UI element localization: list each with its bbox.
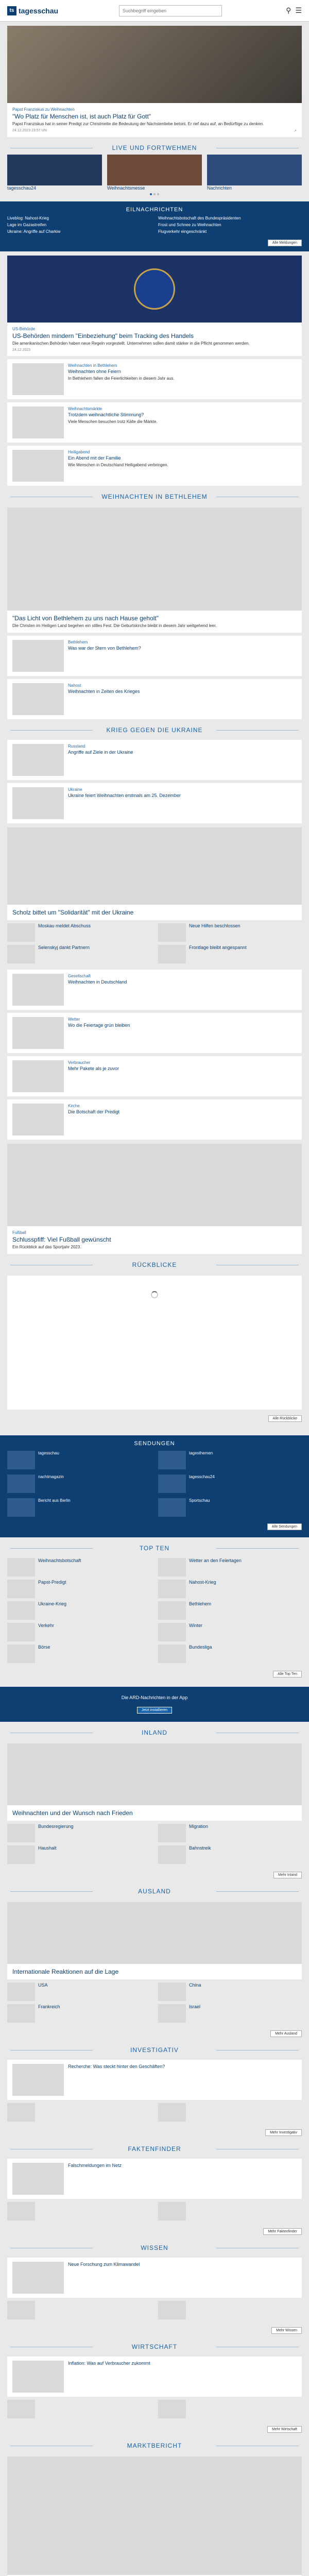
thumbnail bbox=[12, 1104, 64, 1136]
sendungen-more-button[interactable]: Alle Sendungen bbox=[267, 1523, 302, 1530]
bethlehem-headline[interactable]: "Das Licht von Bethlehem zu uns nach Hause geholt" bbox=[12, 615, 159, 622]
inland-more-button[interactable]: Mehr Inland bbox=[273, 1872, 302, 1878]
share-icon[interactable]: ↗ bbox=[294, 129, 297, 133]
list-item[interactable]: Falschmeldungen im Netz bbox=[7, 2159, 302, 2199]
sendungen-box bbox=[0, 1435, 309, 1537]
top-bar bbox=[0, 0, 309, 22]
grid-item[interactable]: Bundesregierung bbox=[7, 1824, 151, 1842]
wissen-title: WISSEN bbox=[0, 2237, 309, 2255]
breaking-item[interactable]: Weihnachtsbotschaft des Bundespräsidenten bbox=[158, 216, 241, 221]
thumbnail bbox=[12, 363, 64, 395]
investigativ-more-button[interactable]: Mehr Investigativ bbox=[265, 2129, 302, 2136]
show-item[interactable]: tagesschau24 bbox=[158, 1475, 302, 1493]
lead2-teaser-text: Die amerikanischen Behörden haben neue Regeln vorgestellt. Unternehmen sollen damit stärker in die Pflicht genommen werden. bbox=[12, 341, 250, 346]
breaking-title: EILNACHRICHTEN bbox=[126, 207, 183, 213]
faktenfinder-more-button[interactable]: Mehr Faktenfinder bbox=[263, 2228, 302, 2235]
wirtschaft-title: WIRTSCHAFT bbox=[0, 2336, 309, 2353]
list-item[interactable]: Nahost Weihnachten in Zeiten des Krieges bbox=[7, 679, 302, 719]
hero-headline[interactable]: "Wo Platz für Menschen ist, ist auch Platz für Gott" bbox=[12, 113, 151, 120]
inland-title: INLAND bbox=[0, 1722, 309, 1739]
grid-item[interactable]: Neue Hilfen beschlossen bbox=[158, 923, 302, 942]
hero-image bbox=[7, 26, 302, 103]
topten-item[interactable]: Verkehr bbox=[7, 1623, 151, 1641]
inland-teaser[interactable]: Weihnachten und der Wunsch nach Frieden bbox=[7, 1743, 302, 1821]
list-item[interactable]: Heiligabend Ein Abend mit der Familie Wie Menschen in Deutschland Heiligabend verbringen. bbox=[7, 446, 302, 486]
tip-image bbox=[7, 1144, 302, 1226]
tip-teaser[interactable]: Fußball Schlusspfiff: Viel Fußball gewünscht Ein Rückblick auf das Sportjahr 2023. bbox=[7, 1144, 302, 1254]
app-banner bbox=[0, 1687, 309, 1722]
grid-item[interactable]: Haushalt bbox=[7, 1845, 151, 1864]
lead2-kicker: US-Behörde bbox=[12, 327, 36, 331]
topten-item[interactable]: Ukraine-Krieg bbox=[7, 1601, 151, 1620]
breaking-item[interactable]: Flugverkehr eingeschränkt bbox=[158, 229, 207, 234]
search-icon[interactable]: ⚲ bbox=[286, 6, 291, 14]
menu-icon[interactable]: ☰ bbox=[295, 6, 302, 14]
breaking-more-button[interactable]: Alle Meldungen bbox=[268, 240, 302, 246]
grid-item[interactable]: Israel bbox=[158, 2004, 302, 2023]
tip-headline[interactable]: Schlusspfiff: Viel Fußball gewünscht bbox=[12, 1236, 111, 1243]
rueckblicke-box bbox=[7, 1276, 302, 1410]
breaking-item[interactable]: Ukraine: Angriffe auf Charkiw bbox=[7, 229, 61, 234]
list-item[interactable]: Ukraine Ukraine feiert Weihnachten erstmals am 25. Dezember bbox=[7, 783, 302, 823]
grid-item[interactable]: Frankreich bbox=[7, 2004, 151, 2023]
thumbnail bbox=[12, 406, 64, 438]
markt-title: MARKTBERICHT bbox=[0, 2435, 309, 2452]
lead2-headline[interactable]: US-Behörden mindern "Einbeziehung" beim Tracking des Handels bbox=[12, 332, 194, 340]
brand-logo[interactable] bbox=[7, 6, 58, 15]
show-item[interactable]: Bericht aus Berlin bbox=[7, 1498, 151, 1517]
show-item[interactable]: nachtmagazin bbox=[7, 1475, 151, 1493]
grid-item[interactable]: USA bbox=[7, 1982, 151, 2001]
carousel-dots[interactable] bbox=[0, 191, 309, 197]
live-title: LIVE UND FORTWEHMEN bbox=[0, 137, 309, 155]
wissen-more-button[interactable]: Mehr Wissen bbox=[271, 2327, 302, 2334]
list-item[interactable]: Bethlehem Was war der Stern von Bethlehem? bbox=[7, 636, 302, 676]
faktenfinder-title: FAKTENFINDER bbox=[0, 2138, 309, 2156]
topten-item[interactable]: Nahost-Krieg bbox=[158, 1580, 302, 1598]
thumbnail bbox=[12, 1060, 64, 1092]
grid-item[interactable]: Bahnstreik bbox=[158, 1845, 302, 1864]
hero-teaser-text: Papst Franziskus hat in seiner Predigt zur Christmette die Bedeutung der Nächstenliebe betont. Er rief dazu auf, an Bedürftige zu denken. bbox=[12, 122, 264, 126]
list-item[interactable]: Wetter Wo die Feiertage grün bleiben bbox=[7, 1013, 302, 1053]
live-carousel bbox=[0, 155, 309, 191]
thumbnail bbox=[12, 787, 64, 819]
thumbnail bbox=[12, 1017, 64, 1049]
app-install-button[interactable]: Jetzt installieren bbox=[137, 1707, 172, 1714]
hero-kicker: Papst Franziskus zu Weihnachten bbox=[12, 107, 75, 112]
thumbnail bbox=[12, 974, 64, 1006]
ausland-teaser[interactable]: Internationale Reaktionen auf die Lage bbox=[7, 1902, 302, 1979]
ausland-more-button[interactable]: Mehr Ausland bbox=[270, 2030, 302, 2037]
live-item[interactable]: Weihnachtsmesse bbox=[107, 155, 202, 191]
ukraine-teaser[interactable] bbox=[7, 827, 302, 920]
ukraine-grid bbox=[0, 920, 309, 967]
bethlehem-image bbox=[7, 507, 302, 611]
search-input[interactable] bbox=[119, 5, 222, 16]
app-banner-text: Die ARD-Nachrichten in der App bbox=[121, 1695, 188, 1700]
inland-grid bbox=[0, 1821, 309, 1867]
ukraine-title: KRIEG GEGEN DIE UKRAINE bbox=[0, 719, 309, 737]
show-item[interactable]: tagesthemen bbox=[158, 1451, 302, 1469]
grid-item[interactable]: Moskau meldet Abschuss bbox=[7, 923, 151, 942]
rueckblicke-more-button[interactable]: Alle Rückblicke bbox=[268, 1415, 302, 1422]
seal-icon bbox=[134, 268, 175, 310]
sendungen-title: SENDUNGEN bbox=[134, 1440, 175, 1447]
brand-name: tagesschau bbox=[19, 6, 59, 15]
grid-item[interactable]: China bbox=[158, 1982, 302, 2001]
show-item[interactable]: tagesschau bbox=[7, 1451, 151, 1469]
ukraine-image bbox=[7, 827, 302, 905]
nav-icons bbox=[286, 6, 302, 15]
list-item[interactable]: Inflation: Was auf Verbraucher zukommt bbox=[7, 2357, 302, 2397]
loading-spinner bbox=[151, 1291, 158, 1298]
thumbnail bbox=[12, 744, 64, 776]
markt-teaser[interactable] bbox=[7, 2456, 302, 2576]
wirtschaft-more-button[interactable]: Mehr Wirtschaft bbox=[267, 2426, 302, 2433]
investigativ-title: INVESTIGATIV bbox=[0, 2039, 309, 2057]
list-item[interactable]: Verbraucher Mehr Pakete als je zuvor bbox=[7, 1056, 302, 1096]
thumbnail bbox=[12, 683, 64, 715]
breaking-box bbox=[0, 201, 309, 251]
lead2-time: 24.12.2023 bbox=[12, 348, 31, 352]
lead2-image bbox=[7, 256, 302, 323]
logo-mark: ts bbox=[7, 6, 16, 15]
topten-grid bbox=[0, 1555, 309, 1666]
rueckblicke-title: RÜCKBLICKE bbox=[0, 1254, 309, 1272]
lead2-teaser[interactable] bbox=[7, 256, 302, 356]
thumbnail bbox=[12, 640, 64, 672]
list-item[interactable]: Gesellschaft Weihnachten in Deutschland bbox=[7, 970, 302, 1010]
topten-item[interactable]: Bundesliga bbox=[158, 1645, 302, 1663]
topten-item[interactable]: Wetter an den Feiertagen bbox=[158, 1558, 302, 1577]
live-item[interactable]: Nachrichten bbox=[207, 155, 302, 191]
topten-item[interactable]: Weihnachtsbotschaft bbox=[7, 1558, 151, 1577]
grid-item[interactable]: Selenskyj dankt Partnern bbox=[7, 945, 151, 963]
grid-item[interactable]: Frontlage bleibt angespannt bbox=[158, 945, 302, 963]
bethlehem-teaser-text: Die Christen im Heiligen Land begehen ein stilles Fest. Die Geburtskirche bleibt in diesem Jahr weitgehend leer. bbox=[12, 623, 217, 628]
ukraine-headline[interactable]: Scholz bittet um "Solidarität" mit der Ukraine bbox=[12, 909, 134, 916]
ausland-title: AUSLAND bbox=[0, 1880, 309, 1898]
topten-item[interactable]: Winter bbox=[158, 1623, 302, 1641]
hero-time: 24.12.2023 23:57 Uhr bbox=[12, 129, 47, 132]
grid-item[interactable]: Migration bbox=[158, 1824, 302, 1842]
list-item[interactable]: Weihnachtsmärkte Trotzdem weihnachtliche Stimmung? Viele Menschen besuchen trotz Kälte die Märkte. bbox=[7, 402, 302, 443]
list-item[interactable]: Russland Angriffe auf Ziele in der Ukraine bbox=[7, 740, 302, 780]
show-item[interactable]: Sportschau bbox=[158, 1498, 302, 1517]
ausland-grid bbox=[0, 1979, 309, 2026]
topten-title: TOP TEN bbox=[0, 1537, 309, 1555]
topten-item[interactable]: Papst-Predigt bbox=[7, 1580, 151, 1598]
topten-more-button[interactable]: Alle Top Ten bbox=[273, 1671, 302, 1677]
topten-item[interactable]: Börse bbox=[7, 1645, 151, 1663]
topten-item[interactable]: Bethlehem bbox=[158, 1601, 302, 1620]
list-item[interactable]: Recherche: Was steckt hinter den Geschäften? bbox=[7, 2060, 302, 2100]
breaking-item[interactable]: Frost und Schnee zu Weihnachten bbox=[158, 223, 221, 227]
bethlehem-title: WEIHNACHTEN IN BETHLEHEM bbox=[0, 486, 309, 503]
breaking-item[interactable]: Liveblog: Nahost-Krieg bbox=[7, 216, 49, 221]
bethlehem-teaser[interactable] bbox=[7, 507, 302, 633]
list-item[interactable]: Neue Forschung zum Klimawandel bbox=[7, 2258, 302, 2298]
breaking-item[interactable]: Lage im Gazastreifen bbox=[7, 223, 47, 227]
live-item[interactable]: tagesschau24 bbox=[7, 155, 102, 191]
list-item[interactable]: Weihnachten in Bethlehem Weihnachten ohne Feiern In Bethlehem fallen die Feierlichkeiten in diesem Jahr aus. bbox=[7, 359, 302, 399]
thumbnail bbox=[12, 450, 64, 482]
hero-teaser[interactable] bbox=[7, 26, 302, 137]
list-item[interactable]: Kirche Die Botschaft der Predigt bbox=[7, 1099, 302, 1140]
